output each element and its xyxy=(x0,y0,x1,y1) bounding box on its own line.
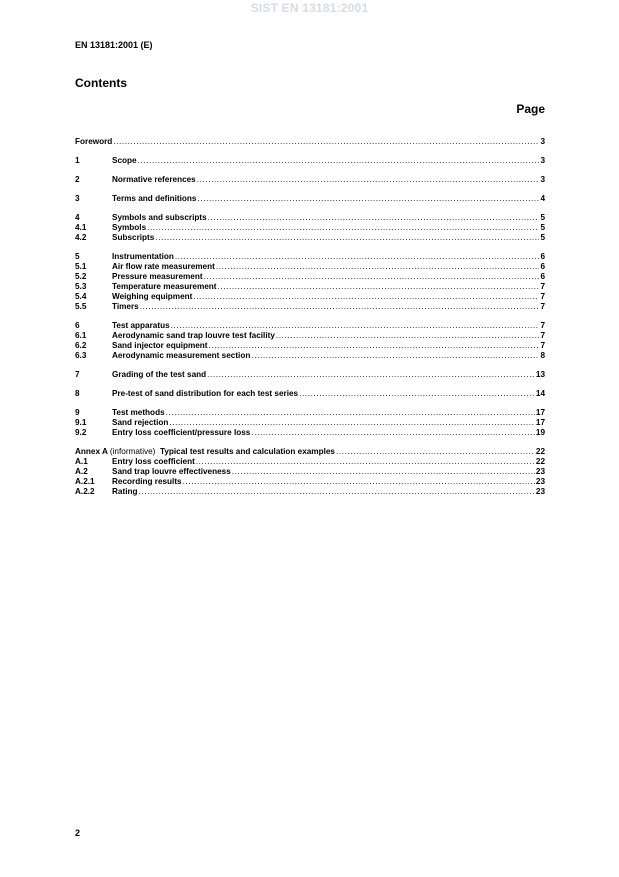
toc-entry[interactable] xyxy=(75,351,545,361)
toc-dot-leader xyxy=(138,156,540,166)
toc-entry-page: 3 xyxy=(540,156,545,165)
toc-entry-page: 17 xyxy=(535,408,545,417)
toc-entry-number: A.1 xyxy=(75,457,88,466)
toc-entry[interactable] xyxy=(75,331,545,341)
toc-entry-title: Recording results xyxy=(112,477,182,486)
toc-entry[interactable] xyxy=(75,457,545,467)
toc-dot-leader xyxy=(197,194,539,204)
document-id: EN 13181:2001 (E) xyxy=(75,40,153,50)
toc-entry-page: 7 xyxy=(540,321,545,330)
toc-entry[interactable] xyxy=(75,137,545,147)
toc-entry-title-qualifier: (informative) xyxy=(109,447,156,456)
toc-entry-title: Sand rejection xyxy=(112,418,169,427)
toc-entry[interactable] xyxy=(75,408,545,418)
toc-entry-title: Air flow rate measurement xyxy=(112,262,215,271)
toc-entry-title: Sand injector equipment xyxy=(112,341,208,350)
toc-entry-title: Grading of the test sand xyxy=(112,370,207,379)
toc-entry-number: 6.2 xyxy=(75,341,87,350)
toc-dot-leader xyxy=(299,389,535,399)
toc-entry-number: 1 xyxy=(75,156,80,165)
toc-dot-leader xyxy=(147,223,539,233)
toc-entry-title: Pressure measurement xyxy=(112,272,203,281)
toc-entry-page: 14 xyxy=(535,389,545,398)
toc-entry-number: 9.2 xyxy=(75,428,87,437)
toc-entry-number: 5.4 xyxy=(75,292,87,301)
toc-entry-title-prefix: Annex A xyxy=(75,447,110,456)
toc-entry[interactable] xyxy=(75,194,545,204)
toc-entry-page: 3 xyxy=(540,137,545,146)
toc-entry-title: Entry loss coefficient xyxy=(112,457,195,466)
toc-entry-page: 7 xyxy=(540,341,545,350)
toc-entry-number: 3 xyxy=(75,194,80,203)
toc-entry-title: Weighing equipment xyxy=(112,292,193,301)
toc-entry-number: A.2 xyxy=(75,467,88,476)
toc-entry-number: 6 xyxy=(75,321,80,330)
toc-entry-page: 17 xyxy=(535,418,545,427)
toc-entry[interactable] xyxy=(75,292,545,302)
toc-dot-leader xyxy=(138,487,534,497)
toc-entry-number: 5.2 xyxy=(75,272,87,281)
toc-entry-page: 22 xyxy=(535,447,545,456)
toc-dot-leader xyxy=(169,418,534,428)
toc-dot-leader xyxy=(193,292,539,302)
toc-entry-title: Temperature measurement xyxy=(112,282,217,291)
toc-dot-leader xyxy=(209,341,540,351)
toc-entry[interactable] xyxy=(75,233,545,243)
toc-dot-leader xyxy=(232,467,535,477)
toc-entry[interactable] xyxy=(75,213,545,223)
toc-entry[interactable] xyxy=(75,418,545,428)
toc-entry[interactable] xyxy=(75,370,545,380)
toc-dot-leader xyxy=(218,282,540,292)
toc-entry-title: Aerodynamic measurement section xyxy=(112,351,251,360)
toc-entry-number: 5.5 xyxy=(75,302,87,311)
toc-dot-leader xyxy=(204,272,540,282)
toc-dot-leader xyxy=(216,262,540,272)
toc-entry-title: Entry loss coefficient/pressure loss xyxy=(112,428,251,437)
toc-entry-number: 6.1 xyxy=(75,331,87,340)
toc-dot-leader xyxy=(197,175,540,185)
toc-entry-title: Timers xyxy=(112,302,139,311)
toc-entry-number: 5.1 xyxy=(75,262,87,271)
toc-entry-title: Normative references xyxy=(112,175,196,184)
toc-entry-page: 4 xyxy=(540,194,545,203)
toc-entry-title: Terms and definitions xyxy=(112,194,197,203)
toc-dot-leader xyxy=(183,477,535,487)
toc-entry-title-text: Typical test results and calculation examples xyxy=(155,447,335,456)
toc-entry-page: 3 xyxy=(540,175,545,184)
toc-entry-number: 7 xyxy=(75,370,80,379)
toc-entry-title: Scope xyxy=(112,156,137,165)
toc-dot-leader xyxy=(276,331,540,341)
toc-entry[interactable] xyxy=(75,302,545,312)
toc-entry-page: 7 xyxy=(540,282,545,291)
toc-entry-title xyxy=(75,447,335,457)
toc-entry-number: 8 xyxy=(75,389,80,398)
toc-entry[interactable] xyxy=(75,321,545,331)
contents-title: Contents xyxy=(75,76,127,90)
toc-dot-leader xyxy=(196,457,535,467)
toc-entry-title: Symbols xyxy=(112,223,147,232)
watermark: SIST EN 13181:2001 xyxy=(250,1,369,15)
toc-dot-leader xyxy=(207,370,535,380)
toc-entry-page: 7 xyxy=(540,331,545,340)
toc-entry-page: 23 xyxy=(535,487,545,496)
toc-entry-title: Foreword xyxy=(75,137,113,146)
toc-entry-page: 22 xyxy=(535,457,545,466)
toc-dot-leader xyxy=(155,233,539,243)
toc-dot-leader xyxy=(251,428,535,438)
toc-entry[interactable] xyxy=(75,272,545,282)
toc-entry-title: Instrumentation xyxy=(112,252,174,261)
toc-entry-title: Subscripts xyxy=(112,233,155,242)
toc-entry-title: Sand trap louvre effectiveness xyxy=(112,467,231,476)
toc-entry-page: 7 xyxy=(540,292,545,301)
page-column-heading: Page xyxy=(516,102,545,116)
toc-entry[interactable] xyxy=(75,428,545,438)
toc-entry[interactable] xyxy=(75,262,545,272)
toc-entry[interactable] xyxy=(75,341,545,351)
toc-entry-number: 9.1 xyxy=(75,418,87,427)
toc-entry-title: Pre-test of sand distribution for each test series xyxy=(112,389,299,398)
toc-dot-leader xyxy=(171,321,540,331)
toc-entry-page: 23 xyxy=(535,477,545,486)
toc-dot-leader xyxy=(113,137,539,147)
toc-dot-leader xyxy=(208,213,540,223)
toc-entry-page: 7 xyxy=(540,302,545,311)
toc-entry[interactable] xyxy=(75,389,545,399)
toc-entry-page: 5 xyxy=(540,223,545,232)
toc-entry-page: 6 xyxy=(540,262,545,271)
toc-entry-title: Rating xyxy=(112,487,138,496)
toc-entry-title: Test methods xyxy=(112,408,165,417)
toc-entry-number: 4 xyxy=(75,213,80,222)
toc-entry-page: 8 xyxy=(540,351,545,360)
toc-entry-number: 6.3 xyxy=(75,351,87,360)
toc-dot-leader xyxy=(166,408,535,418)
toc-entry-page: 6 xyxy=(540,252,545,261)
toc-entry[interactable] xyxy=(75,252,545,262)
toc-entry-page: 6 xyxy=(540,272,545,281)
toc-entry-page: 5 xyxy=(540,233,545,242)
toc-entry[interactable] xyxy=(75,467,545,477)
toc-entry-number: A.2.1 xyxy=(75,477,95,486)
toc-entry[interactable] xyxy=(75,223,545,233)
toc-entry-page: 5 xyxy=(540,213,545,222)
toc-entry-number: 5.3 xyxy=(75,282,87,291)
toc-entry-title: Test apparatus xyxy=(112,321,170,330)
toc-entry-page: 13 xyxy=(535,370,545,379)
toc-entry-number: 5 xyxy=(75,252,80,261)
toc-entry-number: 9 xyxy=(75,408,80,417)
toc-entry-page: 23 xyxy=(535,467,545,476)
toc-entry-title: Aerodynamic sand trap louvre test facility xyxy=(112,331,275,340)
toc-entry-number: 2 xyxy=(75,175,80,184)
toc-entry-number: 4.2 xyxy=(75,233,87,242)
toc-dot-leader xyxy=(175,252,540,262)
toc-dot-leader xyxy=(140,302,540,312)
table-of-contents xyxy=(75,137,545,497)
toc-dot-leader xyxy=(251,351,539,361)
toc-entry[interactable] xyxy=(75,156,545,166)
toc-entry[interactable] xyxy=(75,447,545,457)
toc-entry[interactable] xyxy=(75,487,545,497)
toc-entry[interactable] xyxy=(75,477,545,487)
toc-entry-title: Symbols and subscripts xyxy=(112,213,207,222)
toc-entry-number: 4.1 xyxy=(75,223,87,232)
page-number: 2 xyxy=(75,828,81,838)
toc-entry-number: A.2.2 xyxy=(75,487,95,496)
toc-entry[interactable] xyxy=(75,282,545,292)
toc-dot-leader xyxy=(336,447,535,457)
toc-entry-page: 19 xyxy=(535,428,545,437)
toc-entry[interactable] xyxy=(75,175,545,185)
